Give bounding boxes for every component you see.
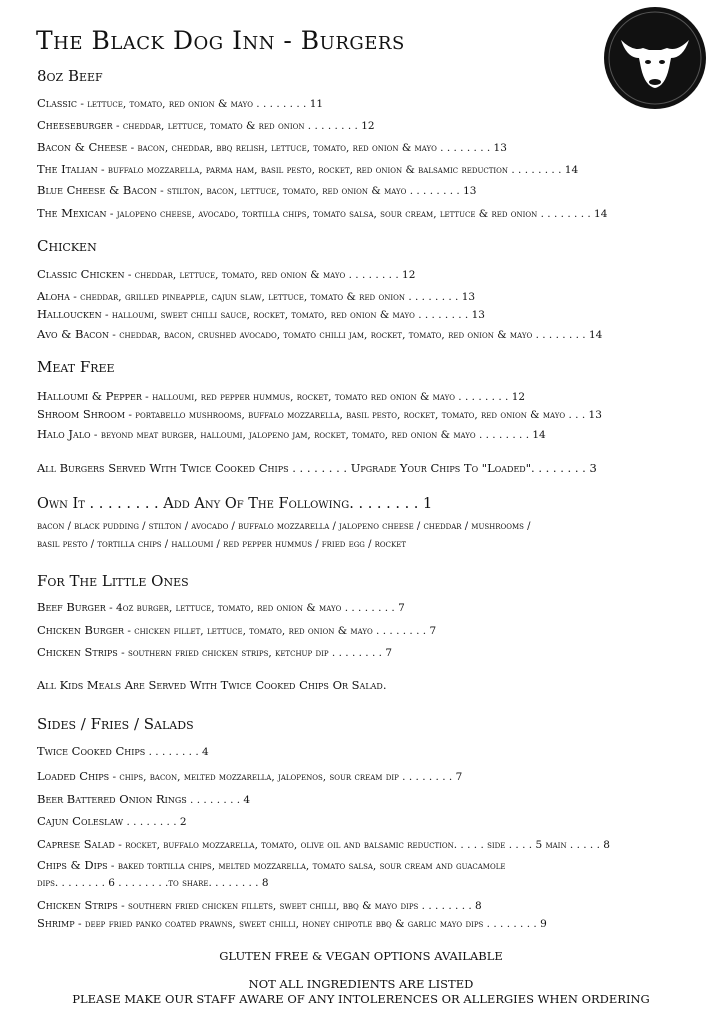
menu-item: Cheeseburger - cheddar, lettuce, tomato & red onion . . . . . . . . 12 [37, 118, 375, 132]
section-heading-sides: Sides / Fries / Salads [37, 715, 194, 733]
menu-item: Avo & Bacon - cheddar, bacon, crushed avocado, tomato chilli jam, rocket, tomato, red onion & mayo . . . . . . . . 14 [37, 327, 603, 341]
menu-item: Caprese Salad - rocket, buffalo mozzarella, tomato, olive oil and balsamic reduction. . . . . side . . . . 5 main . . . . . 8 [37, 837, 610, 851]
menu-item: Classic Chicken - cheddar, lettuce, tomato, red onion & mayo . . . . . . . . 12 [37, 267, 416, 281]
menu-item: Beef Burger - 4oz burger, lettuce, tomato, red onion & mayo . . . . . . . . 7 [37, 600, 405, 614]
menu-item: Chicken Strips - southern fried chicken fillets, sweet chilli, bbq & mayo dips . . . . . . . . 8 [37, 898, 482, 912]
menu-item: Loaded Chips - chips, bacon, melted mozzarella, jalopenos, sour cream dip . . . . . . . . 7 [37, 769, 463, 783]
menu-item: The Italian - buffalo mozzarella, parma ham, basil pesto, rocket, red onion & balsamic reduction . . . . . . . . 14 [37, 162, 579, 176]
page-title: The Black Dog Inn - Burgers [36, 26, 405, 55]
menu-item: The Mexican - jalopeno cheese, avocado, tortilla chips, tomato salsa, sour cream, lettuce & red onion . . . . . . . . 14 [37, 206, 608, 220]
add-ons-line: bacon / black pudding / stilton / avocado / buffalo mozzarella / jalopeno cheese / cheddar / mushrooms / [37, 521, 531, 532]
menu-item: Cajun Coleslaw . . . . . . . . 2 [37, 814, 187, 828]
menu-item: Halloucken - halloumi, sweet chilli sauce, rocket, tomato, red onion & mayo . . . . . . . . 13 [37, 307, 485, 321]
section-heading-meat-free: Meat Free [37, 358, 115, 376]
section-heading-kids: For The Little Ones [37, 572, 189, 590]
menu-item: Shrimp - deep fried panko coated prawns, sweet chilli, honey chipotle bbq & garlic mayo dips . . . . . . . . 9 [37, 916, 547, 930]
burgers-chips-note: All Burgers Served With Twice Cooked Chips . . . . . . . . Upgrade Your Chips To "Loaded". . . . . . . . 3 [37, 461, 597, 475]
menu-item: Beer Battered Onion Rings . . . . . . . . 4 [37, 792, 251, 806]
bull-head-logo [603, 6, 707, 110]
ingredients-note: NOT ALL INGREDIENTS ARE LISTED [248, 977, 474, 991]
kids-meals-note: All Kids Meals Are Served With Twice Cooked Chips Or Salad. [37, 678, 387, 692]
menu-item: Halloumi & Pepper - halloumi, red pepper hummus, rocket, tomato red onion & mayo . . . . . . . . 12 [37, 389, 526, 403]
add-ons-line: basil pesto / tortilla chips / halloumi / red pepper hummus / fried egg / rocket [37, 539, 406, 550]
menu-item: Classic - lettuce, tomato, red onion & mayo . . . . . . . . 11 [37, 96, 324, 110]
menu-item: Twice Cooked Chips . . . . . . . . 4 [37, 744, 209, 758]
menu-item: Bacon & Cheese - bacon, cheddar, bbq relish, lettuce, tomato, red onion & mayo . . . . . . . . 13 [37, 140, 507, 154]
own-it-heading: Own It . . . . . . . . Add Any Of The Following. . . . . . . . 1 [37, 496, 433, 512]
allergy-note: PLEASE MAKE OUR STAFF AWARE OF ANY INTOLERENCES OR ALLERGIES WHEN ORDERING [72, 992, 650, 1006]
menu-item: Aloha - cheddar, grilled pineapple, cajun slaw, lettuce, tomato & red onion . . . . . . . . 13 [37, 289, 476, 303]
menu-item: Chicken Strips - southern fried chicken strips, ketchup dip . . . . . . . . 7 [37, 645, 393, 659]
menu-item: Blue Cheese & Bacon - stilton, bacon, lettuce, tomato, red onion & mayo . . . . . . . . 13 [37, 183, 477, 197]
menu-item: Shroom Shroom - portabello mushrooms, buffalo mozzarella, basil pesto, rocket, tomato, red onion & mayo . . . 13 [37, 407, 602, 421]
add-ons-list [37, 518, 531, 554]
menu-item: Chips & Dips - baked tortilla chips, melted mozzarella, tomato salsa, sour cream and guacamole [37, 858, 506, 872]
menu-item: Chicken Burger - chicken fillet, lettuce, tomato, red onion & mayo . . . . . . . . 7 [37, 623, 437, 637]
section-heading-beef: 8oz Beef [37, 67, 103, 85]
section-heading-chicken: Chicken [37, 237, 97, 255]
dietary-options-note: GLUTEN FREE & VEGAN OPTIONS AVAILABLE [219, 949, 503, 963]
menu-item: Halo Jalo - beyond meat burger, halloumi, jalopeno jam, rocket, tomato, red onion & mayo . . . . . . . . 14 [37, 427, 546, 441]
menu-item-continued: dips. . . . . . . . 6 . . . . . . . .to share. . . . . . . . 8 [37, 877, 269, 889]
